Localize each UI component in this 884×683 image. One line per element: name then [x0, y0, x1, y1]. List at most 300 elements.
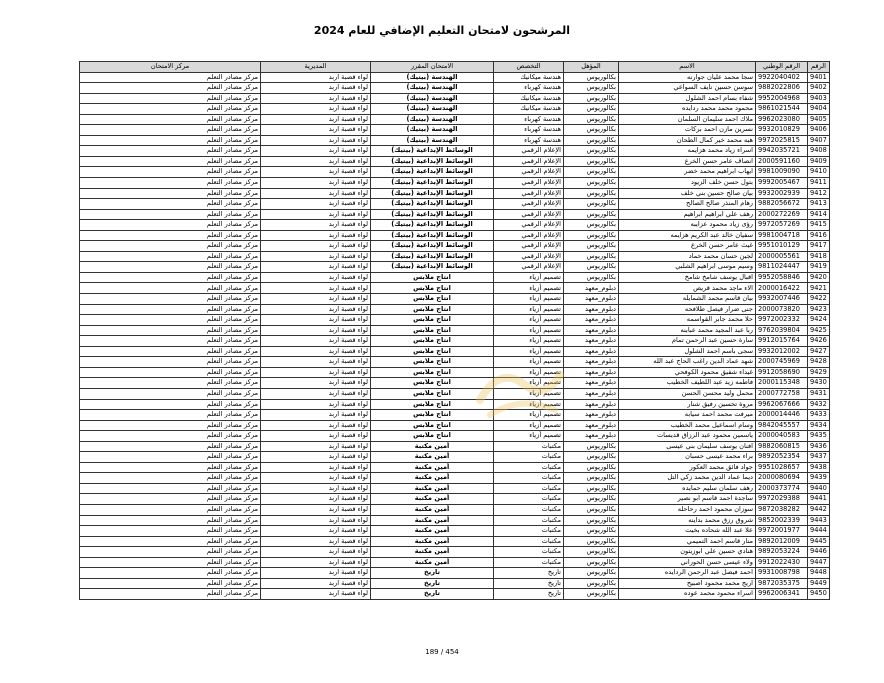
cell-specialty: هندسة ميكانيك [494, 104, 564, 115]
cell-exam: أمين مكتبة [371, 526, 494, 537]
cell-exam: انتاج ملابس [371, 431, 494, 442]
table-header-row [80, 62, 830, 73]
cell-center: مركز مصادر التعلم [80, 188, 261, 199]
table-row [80, 504, 830, 515]
cell-directorate: لواء قصبة اربد [261, 515, 371, 526]
cell-center: مركز مصادر التعلم [80, 325, 261, 336]
cell-num: 9414 [808, 209, 830, 220]
cell-qualification: دبلوم_معهد [564, 388, 619, 399]
cell-center: مركز مصادر التعلم [80, 199, 261, 210]
cell-center: مركز مصادر التعلم [80, 104, 261, 115]
cell-qualification: بكالوريوس [564, 188, 619, 199]
cell-national-id: 9942035721 [756, 146, 808, 157]
cell-directorate: لواء قصبة اربد [261, 357, 371, 368]
cell-directorate: لواء قصبة اربد [261, 272, 371, 283]
header-qualification: المؤهل [564, 62, 619, 73]
cell-exam: الوسائط الإبداعية (بيتيك) [371, 220, 494, 231]
cell-center: مركز مصادر التعلم [80, 135, 261, 146]
cell-center: مركز مصادر التعلم [80, 146, 261, 157]
cell-center: مركز مصادر التعلم [80, 272, 261, 283]
cell-qualification: بكالوريوس [564, 93, 619, 104]
table-row [80, 420, 830, 431]
cell-directorate: لواء قصبة اربد [261, 547, 371, 558]
cell-specialty: الإعلام الرقمي [494, 209, 564, 220]
cell-directorate: لواء قصبة اربد [261, 494, 371, 505]
cell-center: مركز مصادر التعلم [80, 420, 261, 431]
cell-directorate: لواء قصبة اربد [261, 125, 371, 136]
cell-exam: الوسائط الإبداعية (بيتيك) [371, 209, 494, 220]
cell-num: 9415 [808, 220, 830, 231]
cell-qualification: بكالوريوس [564, 483, 619, 494]
cell-num: 9405 [808, 114, 830, 125]
table-row [80, 578, 830, 589]
cell-exam: الوسائط الإبداعية (بيتيك) [371, 178, 494, 189]
table-row [80, 441, 830, 452]
cell-name: رهف علي ابراهيم ابراهيم [619, 209, 756, 220]
cell-qualification: بكالوريوس [564, 536, 619, 547]
cell-qualification: بكالوريوس [564, 241, 619, 252]
cell-name: رهام المنذر صالح الصالح [619, 199, 756, 210]
cell-qualification: بكالوريوس [564, 83, 619, 94]
cell-directorate: لواء قصبة اربد [261, 146, 371, 157]
cell-specialty: تاريخ [494, 568, 564, 579]
cell-specialty: تصميم أزياء [494, 294, 564, 305]
cell-specialty: الإعلام الرقمي [494, 251, 564, 262]
cell-national-id: 9922040402 [756, 72, 808, 83]
cell-num: 9406 [808, 125, 830, 136]
cell-exam: انتاج ملابس [371, 336, 494, 347]
cell-qualification: بكالوريوس [564, 156, 619, 167]
table-row [80, 431, 830, 442]
header-exam: الامتحان المقرر [371, 62, 494, 73]
cell-national-id: 9892012009 [756, 536, 808, 547]
table-row [80, 135, 830, 146]
cell-exam: الوسائط الإبداعية (بيتيك) [371, 167, 494, 178]
cell-directorate: لواء قصبة اربد [261, 167, 371, 178]
cell-national-id: 9952058846 [756, 272, 808, 283]
cell-national-id: 9852002339 [756, 515, 808, 526]
cell-specialty: تصميم أزياء [494, 399, 564, 410]
cell-qualification: بكالوريوس [564, 494, 619, 505]
table-row [80, 483, 830, 494]
cell-specialty: مكتبات [494, 483, 564, 494]
cell-specialty: تصميم أزياء [494, 325, 564, 336]
cell-center: مركز مصادر التعلم [80, 483, 261, 494]
cell-center: مركز مصادر التعلم [80, 304, 261, 315]
cell-directorate: لواء قصبة اربد [261, 399, 371, 410]
cell-center: مركز مصادر التعلم [80, 378, 261, 389]
cell-exam: انتاج ملابس [371, 315, 494, 326]
cell-num: 9431 [808, 388, 830, 399]
cell-national-id: 2000073820 [756, 304, 808, 315]
cell-directorate: لواء قصبة اربد [261, 83, 371, 94]
cell-center: مركز مصادر التعلم [80, 515, 261, 526]
cell-national-id: 9882056672 [756, 199, 808, 210]
cell-specialty: مكتبات [494, 536, 564, 547]
cell-center: مركز مصادر التعلم [80, 357, 261, 368]
cell-name: وسيم موسى ابراهيم الشلبي [619, 262, 756, 273]
cell-num: 9411 [808, 178, 830, 189]
cell-name: غيث عامر حسن الخرع [619, 241, 756, 252]
cell-num: 9428 [808, 357, 830, 368]
cell-qualification: بكالوريوس [564, 199, 619, 210]
cell-name: سجا محمد علیان جوارنه [619, 72, 756, 83]
page-title: المرشحون لامتحان التعليم الإضافي للعام 2024 [313, 24, 571, 37]
table-row [80, 515, 830, 526]
cell-directorate: لواء قصبة اربد [261, 452, 371, 463]
cell-specialty: الإعلام الرقمي [494, 156, 564, 167]
table-row [80, 315, 830, 326]
cell-num: 9449 [808, 578, 830, 589]
cell-specialty: الإعلام الرقمي [494, 199, 564, 210]
cell-name: محمل وليد محسن الحسن [619, 388, 756, 399]
cell-exam: الوسائط الإبداعية (بيتيك) [371, 188, 494, 199]
cell-specialty: هندسة كهرباء [494, 83, 564, 94]
cell-specialty: تصميم أزياء [494, 410, 564, 421]
cell-center: مركز مصادر التعلم [80, 568, 261, 579]
cell-directorate: لواء قصبة اربد [261, 135, 371, 146]
cell-directorate: لواء قصبة اربد [261, 557, 371, 568]
cell-exam: انتاج ملابس [371, 388, 494, 399]
cell-name: لجين حسان محمد حماد [619, 251, 756, 262]
table-row [80, 336, 830, 347]
cell-exam: انتاج ملابس [371, 420, 494, 431]
cell-exam: انتاج ملابس [371, 283, 494, 294]
cell-directorate: لواء قصبة اربد [261, 304, 371, 315]
cell-national-id: 9952004968 [756, 93, 808, 104]
cell-exam: تاريخ [371, 568, 494, 579]
header-specialty: التخصص [494, 62, 564, 73]
table-row [80, 220, 830, 231]
cell-directorate: لواء قصبة اربد [261, 178, 371, 189]
cell-qualification: بكالوريوس [564, 526, 619, 537]
cell-specialty: مكتبات [494, 441, 564, 452]
cell-name: مروة تحسين رفيق شنار [619, 399, 756, 410]
cell-num: 9412 [808, 188, 830, 199]
cell-qualification: بكالوريوس [564, 568, 619, 579]
cell-qualification: دبلوم_معهد [564, 420, 619, 431]
table-row [80, 388, 830, 399]
cell-specialty: مكتبات [494, 547, 564, 558]
cell-name: رهف سلمان سليم حمايده [619, 483, 756, 494]
cell-name: سارة حسين عبد الرحمن تمام [619, 336, 756, 347]
cell-name: اسراء محمود محمد عوده [619, 589, 756, 600]
cell-center: مركز مصادر التعلم [80, 315, 261, 326]
table-row [80, 367, 830, 378]
cell-qualification: دبلوم_معهد [564, 304, 619, 315]
cell-directorate: لواء قصبة اربد [261, 209, 371, 220]
cell-num: 9447 [808, 557, 830, 568]
cell-exam: الهندسة (بيتيك) [371, 93, 494, 104]
cell-num: 9439 [808, 473, 830, 484]
table-row [80, 156, 830, 167]
cell-specialty: هندسة ميكانيك [494, 93, 564, 104]
header-center: مركز الامتحان [80, 62, 261, 73]
cell-specialty: تصميم أزياء [494, 431, 564, 442]
cell-national-id: 9972025815 [756, 135, 808, 146]
cell-qualification: بكالوريوس [564, 251, 619, 262]
cell-num: 9427 [808, 346, 830, 357]
table-row [80, 526, 830, 537]
cell-name: شفاء بسام احمد الشلول [619, 93, 756, 104]
cell-name: سوزان محمود احمد رحاحله [619, 504, 756, 515]
cell-center: مركز مصادر التعلم [80, 441, 261, 452]
cell-qualification: بكالوريوس [564, 547, 619, 558]
cell-directorate: لواء قصبة اربد [261, 420, 371, 431]
table-row [80, 209, 830, 220]
cell-qualification: بكالوريوس [564, 504, 619, 515]
cell-qualification: بكالوريوس [564, 125, 619, 136]
cell-qualification: دبلوم_معهد [564, 357, 619, 368]
cell-center: مركز مصادر التعلم [80, 125, 261, 136]
cell-center: مركز مصادر التعلم [80, 410, 261, 421]
cell-specialty: مكتبات [494, 515, 564, 526]
cell-name: وسام اسماعيل محمد الخطيب [619, 420, 756, 431]
table-row [80, 199, 830, 210]
cell-national-id: 9872038282 [756, 504, 808, 515]
cell-center: مركز مصادر التعلم [80, 72, 261, 83]
cell-specialty: مكتبات [494, 557, 564, 568]
cell-qualification: دبلوم_معهد [564, 336, 619, 347]
table-row [80, 178, 830, 189]
cell-num: 9433 [808, 410, 830, 421]
cell-directorate: لواء قصبة اربد [261, 325, 371, 336]
cell-directorate: لواء قصبة اربد [261, 504, 371, 515]
cell-specialty: هندسة كهرباء [494, 114, 564, 125]
cell-national-id: 9962006341 [756, 589, 808, 600]
table-row [80, 494, 830, 505]
cell-num: 9410 [808, 167, 830, 178]
cell-num: 9435 [808, 431, 830, 442]
cell-qualification: بكالوريوس [564, 104, 619, 115]
cell-qualification: بكالوريوس [564, 452, 619, 463]
cell-center: مركز مصادر التعلم [80, 589, 261, 600]
cell-num: 9423 [808, 304, 830, 315]
cell-specialty: مكتبات [494, 473, 564, 484]
cell-center: مركز مصادر التعلم [80, 452, 261, 463]
cell-specialty: مكتبات [494, 462, 564, 473]
cell-name: نسرين مازن احمد بركات [619, 125, 756, 136]
cell-name: هنادي حسين علي ابوزيتون [619, 547, 756, 558]
candidates-table [79, 61, 830, 600]
cell-name: علا عبد الله شحاده بخيت [619, 526, 756, 537]
cell-center: مركز مصادر التعلم [80, 294, 261, 305]
cell-center: مركز مصادر التعلم [80, 251, 261, 262]
cell-exam: أمين مكتبة [371, 441, 494, 452]
header-num: الرقم [808, 62, 830, 73]
cell-name: اسراء زياد محمد هزايمه [619, 146, 756, 157]
cell-name: بتول حسن خلف الزيود [619, 178, 756, 189]
cell-num: 9429 [808, 367, 830, 378]
cell-specialty: مكتبات [494, 504, 564, 515]
cell-exam: الوسائط الإبداعية (بيتيك) [371, 199, 494, 210]
cell-num: 9444 [808, 526, 830, 537]
cell-center: مركز مصادر التعلم [80, 167, 261, 178]
cell-num: 9420 [808, 272, 830, 283]
cell-center: مركز مصادر التعلم [80, 431, 261, 442]
cell-specialty: هندسة ميكانيك [494, 72, 564, 83]
cell-directorate: لواء قصبة اربد [261, 483, 371, 494]
cell-center: مركز مصادر التعلم [80, 178, 261, 189]
cell-num: 9409 [808, 156, 830, 167]
cell-specialty: الإعلام الرقمي [494, 262, 564, 273]
cell-name: رؤى زياد محمود عزايبه [619, 220, 756, 231]
table-row [80, 104, 830, 115]
cell-exam: الوسائط الإبداعية (بيتيك) [371, 146, 494, 157]
cell-specialty: الإعلام الرقمي [494, 146, 564, 157]
cell-num: 9442 [808, 504, 830, 515]
cell-specialty: الإعلام الرقمي [494, 178, 564, 189]
cell-national-id: 9981004718 [756, 230, 808, 241]
table-row [80, 473, 830, 484]
cell-directorate: لواء قصبة اربد [261, 156, 371, 167]
cell-specialty: مكتبات [494, 494, 564, 505]
cell-num: 9450 [808, 589, 830, 600]
cell-name: محمود محمد محمد ردايده [619, 104, 756, 115]
cell-center: مركز مصادر التعلم [80, 367, 261, 378]
cell-exam: الهندسة (بيتيك) [371, 135, 494, 146]
cell-exam: أمين مكتبة [371, 547, 494, 558]
table-body [80, 72, 830, 599]
cell-qualification: بكالوريوس [564, 462, 619, 473]
cell-qualification: دبلوم_معهد [564, 346, 619, 357]
cell-directorate: لواء قصبة اربد [261, 578, 371, 589]
cell-num: 9443 [808, 515, 830, 526]
cell-national-id: 9912058690 [756, 367, 808, 378]
table-row [80, 452, 830, 463]
cell-exam: الوسائط الإبداعية (بيتيك) [371, 251, 494, 262]
cell-num: 9434 [808, 420, 830, 431]
cell-national-id: 9962067666 [756, 399, 808, 410]
cell-num: 9441 [808, 494, 830, 505]
cell-num: 9448 [808, 568, 830, 579]
cell-center: مركز مصادر التعلم [80, 494, 261, 505]
cell-specialty: تصميم أزياء [494, 357, 564, 368]
cell-specialty: تصميم أزياء [494, 304, 564, 315]
cell-num: 9418 [808, 251, 830, 262]
cell-directorate: لواء قصبة اربد [261, 294, 371, 305]
cell-directorate: لواء قصبة اربد [261, 410, 371, 421]
cell-national-id: 9762039804 [756, 325, 808, 336]
cell-qualification: بكالوريوس [564, 473, 619, 484]
cell-name: براء محمد عيسى حسبان [619, 452, 756, 463]
cell-qualification: بكالوريوس [564, 441, 619, 452]
cell-specialty: تصميم أزياء [494, 378, 564, 389]
cell-directorate: لواء قصبة اربد [261, 104, 371, 115]
cell-name: سوسن حسين نايف السواعي [619, 83, 756, 94]
cell-directorate: لواء قصبة اربد [261, 526, 371, 537]
cell-national-id: 9972029388 [756, 494, 808, 505]
cell-num: 9438 [808, 462, 830, 473]
cell-center: مركز مصادر التعلم [80, 209, 261, 220]
cell-specialty: مكتبات [494, 526, 564, 537]
table-row [80, 536, 830, 547]
cell-exam: انتاج ملابس [371, 399, 494, 410]
cell-specialty: تصميم أزياء [494, 336, 564, 347]
cell-national-id: 9951028657 [756, 462, 808, 473]
cell-center: مركز مصادر التعلم [80, 83, 261, 94]
cell-specialty: الإعلام الرقمي [494, 230, 564, 241]
table-row [80, 557, 830, 568]
table-row [80, 167, 830, 178]
cell-directorate: لواء قصبة اربد [261, 589, 371, 600]
cell-directorate: لواء قصبة اربد [261, 367, 371, 378]
cell-center: مركز مصادر التعلم [80, 262, 261, 273]
cell-specialty: تصميم أزياء [494, 315, 564, 326]
cell-exam: الهندسة (بيتيك) [371, 114, 494, 125]
table-row [80, 251, 830, 262]
cell-national-id: 9811024447 [756, 262, 808, 273]
cell-national-id: 9972002332 [756, 315, 808, 326]
cell-directorate: لواء قصبة اربد [261, 262, 371, 273]
cell-directorate: لواء قصبة اربد [261, 568, 371, 579]
cell-num: 9425 [808, 325, 830, 336]
cell-directorate: لواء قصبة اربد [261, 199, 371, 210]
cell-specialty: الإعلام الرقمي [494, 188, 564, 199]
cell-national-id: 2000591160 [756, 156, 808, 167]
cell-directorate: لواء قصبة اربد [261, 473, 371, 484]
cell-center: مركز مصادر التعلم [80, 241, 261, 252]
cell-exam: الوسائط الإبداعية (بيتيك) [371, 156, 494, 167]
cell-exam: انتاج ملابس [371, 410, 494, 421]
cell-qualification: دبلوم_معهد [564, 325, 619, 336]
cell-num: 9422 [808, 294, 830, 305]
table-row [80, 304, 830, 315]
table-row [80, 294, 830, 305]
cell-specialty: تصميم أزياء [494, 388, 564, 399]
cell-exam: أمين مكتبة [371, 494, 494, 505]
cell-directorate: لواء قصبة اربد [261, 462, 371, 473]
cell-center: مركز مصادر التعلم [80, 473, 261, 484]
cell-qualification: بكالوريوس [564, 230, 619, 241]
cell-num: 9402 [808, 83, 830, 94]
cell-qualification: بكالوريوس [564, 167, 619, 178]
cell-num: 9424 [808, 315, 830, 326]
cell-qualification: دبلوم_معهد [564, 431, 619, 442]
cell-name: انصاف عامر حسن الخرع [619, 156, 756, 167]
table-row [80, 114, 830, 125]
cell-directorate: لواء قصبة اربد [261, 315, 371, 326]
cell-directorate: لواء قصبة اربد [261, 251, 371, 262]
cell-qualification: بكالوريوس [564, 135, 619, 146]
cell-name: احمد فيصل عبد الرحمن الردايده [619, 568, 756, 579]
cell-qualification: دبلوم_معهد [564, 378, 619, 389]
cell-national-id: 9872035375 [756, 578, 808, 589]
cell-center: مركز مصادر التعلم [80, 220, 261, 231]
table-row [80, 462, 830, 473]
table-row [80, 547, 830, 558]
cell-directorate: لواء قصبة اربد [261, 241, 371, 252]
cell-qualification: بكالوريوس [564, 146, 619, 157]
cell-qualification: دبلوم_معهد [564, 410, 619, 421]
cell-national-id: 9912015764 [756, 336, 808, 347]
cell-num: 9432 [808, 399, 830, 410]
cell-specialty: الإعلام الرقمي [494, 220, 564, 231]
cell-exam: أمين مكتبة [371, 557, 494, 568]
cell-qualification: بكالوريوس [564, 578, 619, 589]
cell-name: حلا محمد جابر القواسمه [619, 315, 756, 326]
cell-num: 9417 [808, 241, 830, 252]
table-row [80, 325, 830, 336]
cell-name: غيداء شفيق محمود الكوفحي [619, 367, 756, 378]
cell-specialty: مكتبات [494, 452, 564, 463]
cell-specialty: تاريخ [494, 589, 564, 600]
cell-national-id: 2000014446 [756, 410, 808, 421]
cell-directorate: لواء قصبة اربد [261, 388, 371, 399]
table-row [80, 83, 830, 94]
cell-national-id: 9842045557 [756, 420, 808, 431]
cell-directorate: لواء قصبة اربد [261, 72, 371, 83]
